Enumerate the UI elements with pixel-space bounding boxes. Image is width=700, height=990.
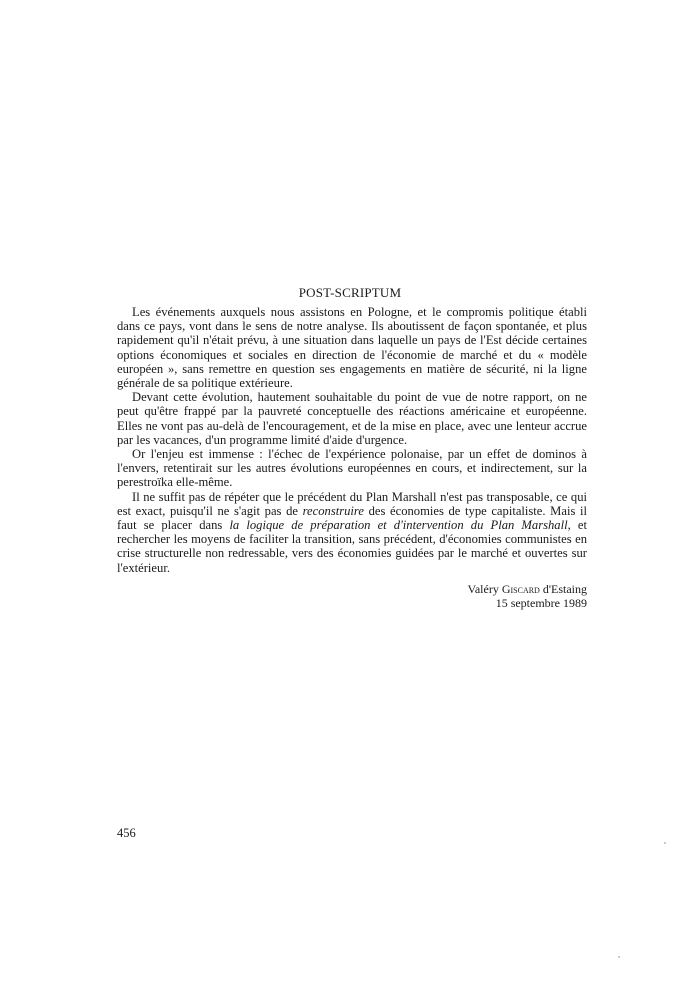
text-run: Les événements auxquels nous assistons en Pologne, et le compromis politique établi dans ce pays, vont dans le sens de notre analyse. Ils aboutissent de façon spontanée, et plus rapidement qu'il n'était prévu, à une situation dans laquelle un pays de l'Est décide certaines options économiques et sociales en direction de l'économie de marché et du « modèle européen », sans remettre en question ses engagements en matière de sécurité, ni la ligne générale de sa politique extérieure. <box>117 305 587 391</box>
body-paragraph <box>117 447 587 490</box>
scan-speck <box>618 956 620 958</box>
text-run: et rechercher les moyens de faciliter la transition, sans précédent, d'économies communistes en crise structurelle non redressable, vers des économies guidées par le marché et ouvertes sur l'extérieur. <box>117 518 587 575</box>
author-surname: Giscard <box>501 582 540 596</box>
text-run: Or l'enjeu est immense : l'échec de l'expérience polonaise, par un effet de dominos à l'envers, retentirait sur les autres évolutions européennes en cours, et indirectement, sur la perestroïka elle-même. <box>117 447 587 490</box>
page-title: POST-SCRIPTUM <box>298 285 402 300</box>
body-text <box>117 305 587 575</box>
author-name <box>468 582 588 596</box>
text-run: Devant cette évolution, hautement souhaitable du point de vue de notre rapport, on ne peut qu'être frappé par la pauvreté conceptuelle des réactions américaine et européenne. Elles ne vont pas au-delà de l'encouragement, et de la mise en place, avec une lenteur accrue par les vacances, d'un programme limité d'aide d'urgence. <box>117 390 587 447</box>
italic-text-run: la logique de préparation et d'intervention du Plan Marshall, <box>229 518 571 533</box>
author-first-name: Valéry <box>467 582 499 596</box>
body-paragraph <box>117 490 587 575</box>
italic-text-run: reconstruire <box>302 503 364 518</box>
text-run: des économies de type capitaliste. Mais il faut se placer dans <box>117 503 587 533</box>
body-paragraph <box>117 390 587 447</box>
signature-block <box>468 582 588 610</box>
signature-date: 15 septembre 1989 <box>495 596 587 610</box>
page-number: 456 <box>117 826 136 840</box>
author-surname-suffix: d'Estaing <box>542 582 587 596</box>
body-paragraph <box>117 305 587 390</box>
scan-speck <box>664 842 666 844</box>
text-run: Il ne suffit pas de répéter que le précédent du Plan Marshall n'est pas transposable, ce qui est exact, puisqu'il ne s'agit pas de <box>117 489 587 518</box>
